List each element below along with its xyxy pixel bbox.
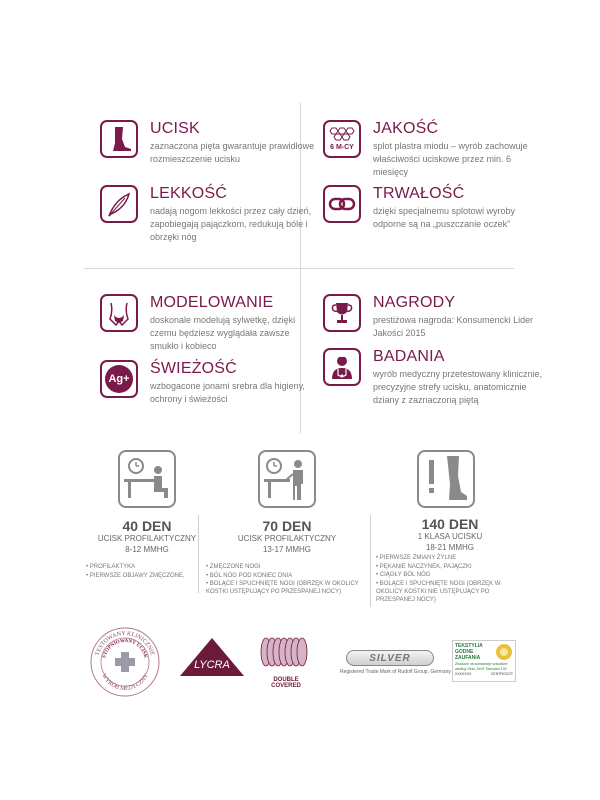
flower-icon bbox=[495, 643, 513, 661]
oeko-tex-logo bbox=[452, 640, 516, 682]
feature-title: JAKOŚĆ bbox=[373, 120, 439, 137]
den-sub1: UCISK PROFILAKTYCZNY bbox=[237, 534, 337, 543]
list-item: • PIERWSZE OBJAWY ZMĘCZONE, bbox=[86, 572, 196, 580]
feature-desc: wzbogacone jonami srebra dla higieny, ochrony i świeżości bbox=[150, 381, 305, 404]
oeko-title: TEKSTYLIA GODNE ZAUFANIA bbox=[455, 643, 483, 661]
double-covered-logo bbox=[258, 636, 314, 689]
doctor-icon bbox=[323, 348, 361, 386]
silver-ion-icon bbox=[100, 360, 138, 398]
clinical-test-seal bbox=[88, 625, 162, 699]
list-item: • BÓL NÓG POD KONIEC DNIA bbox=[206, 572, 366, 580]
feature-title: MODELOWANIE bbox=[150, 294, 274, 311]
oeko-right: CENTROCOT bbox=[490, 672, 513, 676]
body-shape-icon bbox=[100, 294, 138, 332]
feature-title: UCISK bbox=[150, 120, 200, 137]
silver-logo bbox=[340, 650, 451, 680]
list-item: • PROFILAKTYKA bbox=[86, 563, 196, 571]
feature-desc: wyrób medyczny przetestowany klinicznie, precyzyjne strefy ucisku, anatomicznie dziany z zaznaczoną piętą bbox=[373, 369, 543, 405]
den-title: 140 DEN bbox=[421, 516, 479, 532]
feather-icon bbox=[100, 185, 138, 223]
oeko-line: Zbadane na substancje szkodliwe według Oeko-Tex® Standard 100 bbox=[455, 662, 508, 671]
badge-text: 6 M-CY bbox=[330, 144, 354, 151]
feature-desc: nadają nogom lekkości przez cały dzień, zapobiegają pajączkom, redukują bóle i obrzęki nóg bbox=[150, 206, 312, 242]
list-item: • ZMĘCZONE NOGI bbox=[206, 563, 366, 571]
oeko-left: XXXXXXX bbox=[455, 672, 472, 676]
den-list bbox=[206, 563, 366, 597]
honeycomb-icon bbox=[323, 120, 361, 158]
ag-badge: Ag+ bbox=[105, 365, 133, 393]
den-sub2: 13-17 MMHG bbox=[262, 545, 311, 554]
den-list bbox=[376, 554, 516, 604]
feature-title: BADANIA bbox=[373, 348, 445, 365]
chain-link-icon bbox=[323, 185, 361, 223]
den-separator bbox=[198, 515, 199, 593]
seal-bottom-text: WYRÓB MEDYCZNY bbox=[100, 672, 150, 693]
den-title: 40 DEN bbox=[122, 518, 172, 534]
leg-heel-icon bbox=[100, 120, 138, 158]
den-list bbox=[86, 563, 196, 580]
list-item: • BOLĄCE I SPUCHNIĘTE NOGI (OBRZĘK W OKOLICY KOSTKI NIE USTĘPUJĄCY PO PRZESPANEJ NOCY) bbox=[376, 580, 516, 604]
lycra-text: LYCRA bbox=[194, 659, 230, 671]
feature-desc: dzięki specjalnemu splotowi wyroby odporne są na „puszczanie oczek” bbox=[373, 206, 516, 229]
lycra-logo bbox=[178, 636, 246, 678]
feature-desc: zaznaczona pięta gwarantuje prawidłowe rozmieszczenie ucisku bbox=[150, 141, 315, 164]
den-title: 70 DEN bbox=[262, 518, 312, 534]
seal-inner-text: STOPNIOWANY UCISK bbox=[102, 638, 148, 659]
silver-text: SILVER bbox=[369, 652, 411, 664]
desk-standing-icon bbox=[258, 450, 316, 508]
double-covered-text: DOUBLE COVERED bbox=[271, 677, 301, 689]
warning-leg-icon bbox=[417, 450, 475, 508]
feature-title: NAGRODY bbox=[373, 294, 456, 311]
feature-desc: splot plastra miodu – wyrób zachowuje właściwości uciskowe przez min. 6 miesięcy bbox=[373, 141, 528, 177]
den-sub1: 1 KLASA UCISKU bbox=[417, 532, 483, 541]
den-sub2: 18-21 MMHG bbox=[425, 543, 474, 552]
svg-text:WYRÓB MEDYCZNY bbox=[100, 672, 150, 692]
list-item: • PIERWSZE ZMIANY ŻYLNE bbox=[376, 554, 516, 562]
feature-title: ŚWIEŻOŚĆ bbox=[150, 360, 237, 377]
feature-desc: doskonale modelują sylwetkę, dzięki czemu będziesz wyglądała zawsze smukło i kobieco bbox=[150, 315, 296, 351]
horizontal-divider bbox=[84, 268, 514, 269]
list-item: • CIĄGŁY BÓL NÓG bbox=[376, 571, 516, 579]
seal-outer-text: TESTOWANY KLINICZNIE bbox=[94, 630, 156, 657]
trophy-icon bbox=[323, 294, 361, 332]
den-sub1: UCISK PROFILAKTYCZNY bbox=[97, 534, 197, 543]
list-item: • PĘKANIE NACZYNEK, PAJĄCZKI bbox=[376, 563, 516, 571]
feature-desc: prestiżowa nagroda: Konsumencki Lider Jakości 2015 bbox=[373, 315, 534, 338]
list-item: • BOLĄCE I SPUCHNIĘTE NOGI (OBRZĘK W OKOLICY KOSTKI USTĘPUJĄCY PO PRZESPANEJ NOCY) bbox=[206, 580, 366, 596]
feature-title: TRWAŁOŚĆ bbox=[373, 185, 465, 202]
silver-caption: Registered Trade Mark of Rudolf Group, Germany bbox=[340, 669, 451, 675]
den-sub2: 8-12 MMHG bbox=[125, 545, 169, 554]
feature-title: LEKKOŚĆ bbox=[150, 185, 227, 202]
desk-sitting-icon bbox=[118, 450, 176, 508]
